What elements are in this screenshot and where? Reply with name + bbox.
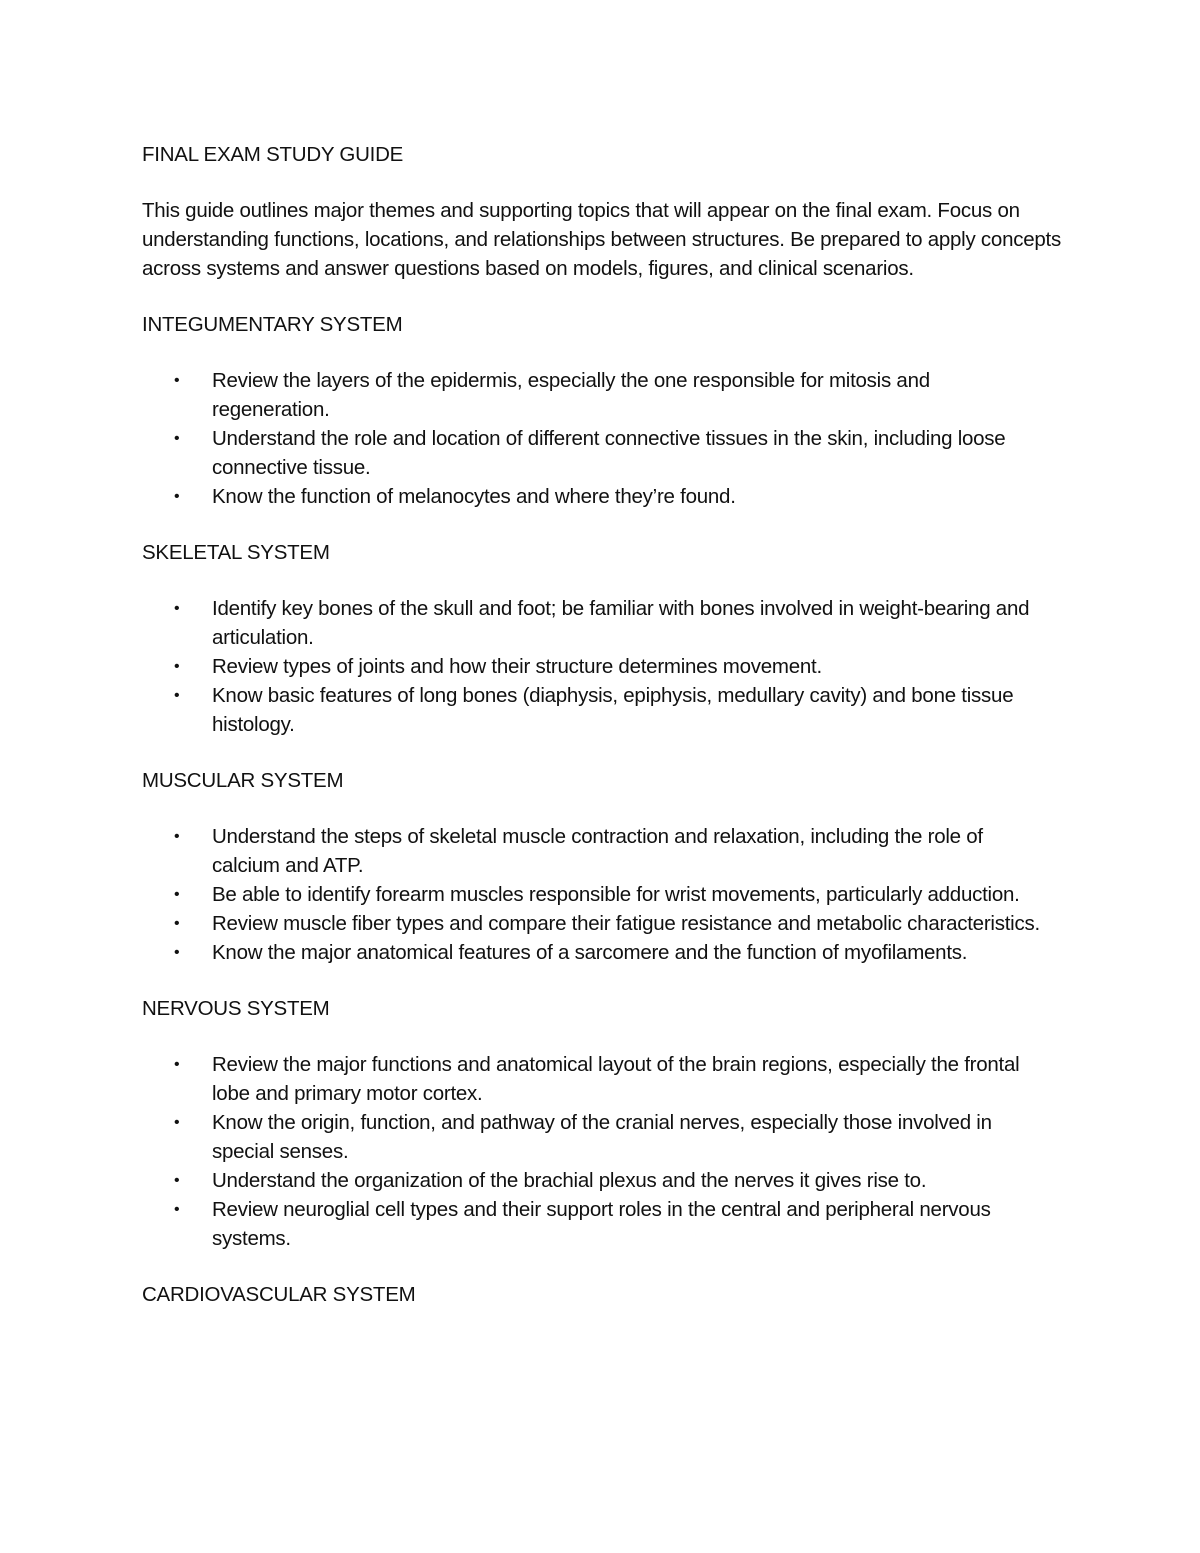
list-item xyxy=(142,652,1062,681)
bullet-icon: • xyxy=(174,372,180,389)
section-muscular xyxy=(142,766,1062,967)
bullet-icon: • xyxy=(174,944,180,961)
list-item xyxy=(142,1108,1062,1166)
bullet-icon: • xyxy=(174,1172,180,1189)
list-item-text: Know the function of melanocytes and where they’re found. xyxy=(212,485,736,508)
bullet-icon: • xyxy=(174,1114,180,1131)
bullet-icon: • xyxy=(174,886,180,903)
bullet-icon: • xyxy=(174,600,180,617)
list-item xyxy=(142,681,1062,739)
bullet-icon: • xyxy=(174,915,180,932)
bullet-list xyxy=(142,366,1062,511)
list-item xyxy=(142,1050,1062,1108)
list-item-text: Identify key bones of the skull and foot; be familiar with bones involved in weight-bearing and articulation. xyxy=(212,597,1030,649)
section-heading: INTEGUMENTARY SYSTEM xyxy=(142,313,403,336)
list-item-text: Know basic features of long bones (diaphysis, epiphysis, medullary cavity) and bone tissue histology. xyxy=(212,684,1014,736)
section-nervous xyxy=(142,994,1062,1253)
list-item-text: Review types of joints and how their structure determines movement. xyxy=(212,655,822,678)
list-item xyxy=(142,594,1062,652)
list-item xyxy=(142,909,1062,938)
bullet-icon: • xyxy=(174,1201,180,1218)
bullet-icon: • xyxy=(174,828,180,845)
bullet-icon: • xyxy=(174,658,180,675)
list-item xyxy=(142,424,1062,482)
list-item-text: Be able to identify forearm muscles responsible for wrist movements, particularly adduction. xyxy=(212,883,1020,906)
section-heading: CARDIOVASCULAR SYSTEM xyxy=(142,1283,416,1306)
bullet-icon: • xyxy=(174,687,180,704)
bullet-icon: • xyxy=(174,488,180,505)
list-item-text: Know the origin, function, and pathway of the cranial nerves, especially those involved in special senses. xyxy=(212,1111,992,1163)
list-item-text: Understand the steps of skeletal muscle contraction and relaxation, including the role of calcium and ATP. xyxy=(212,825,983,877)
list-item xyxy=(142,880,1062,909)
list-item xyxy=(142,366,1062,424)
bullet-list xyxy=(142,822,1062,967)
list-item xyxy=(142,1195,1062,1253)
list-item-text: Understand the role and location of different connective tissues in the skin, including loose connective tissue. xyxy=(212,427,1006,479)
list-item-text: Review muscle fiber types and compare their fatigue resistance and metabolic characteristics. xyxy=(212,912,1040,935)
section-integumentary xyxy=(142,310,1062,511)
list-item-text: Review neuroglial cell types and their support roles in the central and peripheral nervous systems. xyxy=(212,1198,991,1250)
bullet-list xyxy=(142,594,1062,739)
section-heading: NERVOUS SYSTEM xyxy=(142,997,330,1020)
list-item xyxy=(142,822,1062,880)
list-item xyxy=(142,482,1062,511)
list-item-text: Review the major functions and anatomical layout of the brain regions, especially the frontal lobe and primary motor cortex. xyxy=(212,1053,1020,1105)
bullet-list xyxy=(142,1050,1062,1253)
section-heading: SKELETAL SYSTEM xyxy=(142,541,330,564)
section-cardiovascular xyxy=(142,1280,1062,1309)
intro-paragraph: This guide outlines major themes and supporting topics that will appear on the final exam. Focus on understanding functions, locations, and relationships between structures. Be prepared to apply concepts across systems and answer questions based on models, figures, and clinical scenarios. xyxy=(142,199,1061,280)
section-heading: MUSCULAR SYSTEM xyxy=(142,769,344,792)
list-item-text: Understand the organization of the brachial plexus and the nerves it gives rise to. xyxy=(212,1169,927,1192)
list-item xyxy=(142,938,1062,967)
bullet-icon: • xyxy=(174,430,180,447)
document-page xyxy=(142,140,1062,1336)
document-title: FINAL EXAM STUDY GUIDE xyxy=(142,143,404,166)
list-item-text: Know the major anatomical features of a sarcomere and the function of myofilaments. xyxy=(212,941,968,964)
list-item-text: Review the layers of the epidermis, especially the one responsible for mitosis and regeneration. xyxy=(212,369,930,421)
list-item xyxy=(142,1166,1062,1195)
bullet-icon: • xyxy=(174,1056,180,1073)
section-skeletal xyxy=(142,538,1062,739)
